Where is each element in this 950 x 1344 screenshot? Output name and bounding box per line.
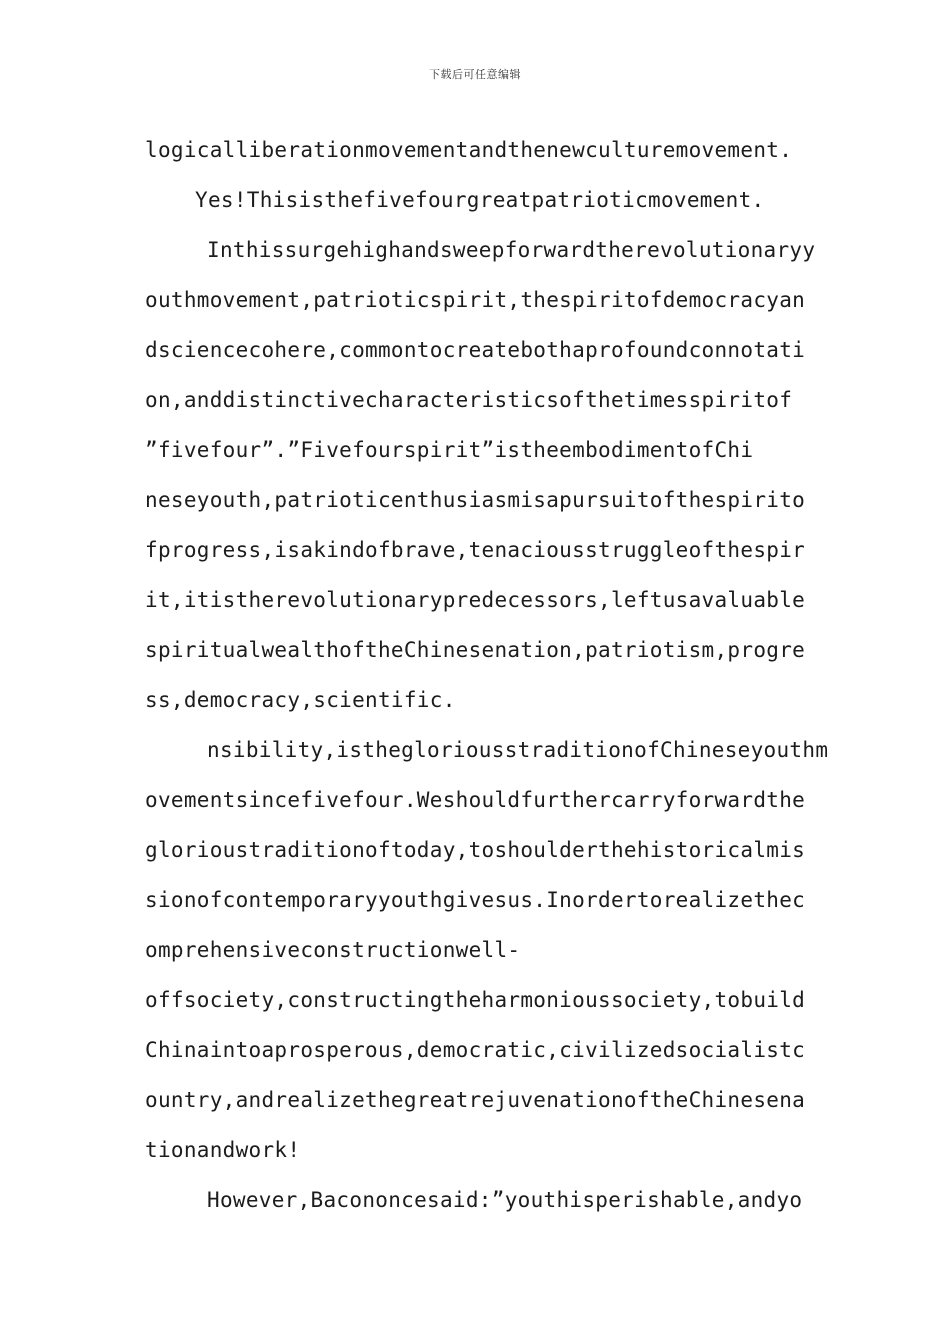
text-line: Chinaintoaprosperous,democratic,civilizedsocialistc — [145, 1038, 806, 1062]
text-line: However,Bacononcesaid:”youthisperishable,andyo — [207, 1188, 803, 1212]
text-line: neseyouth,patrioticenthusiasmisapursuitofthespirito — [145, 488, 806, 512]
text-line: ovementsincefivefour.Weshouldfurthercarryforwardthe — [145, 788, 806, 812]
text-line: fprogress,isakindofbrave,tenaciousstruggleofthespir — [145, 538, 806, 562]
text-line: ”fivefour”.”Fivefourspirit”istheembodimentofChi — [145, 438, 754, 462]
text-line: sionofcontemporaryyouthgivesus.Inordertorealizethec — [145, 888, 806, 912]
text-line: dsciencecohere,commontocreatebothaprofoundconnotati — [145, 338, 806, 362]
page-header: 下载后可任意编辑 — [429, 68, 521, 81]
text-line: omprehensiveconstructionwell- — [145, 938, 521, 962]
text-line: spiritualwealthoftheChinesenation,patriotism,progre — [145, 638, 806, 662]
text-line: offsociety,constructingtheharmonioussociety,tobuild — [145, 988, 806, 1012]
text-line: on,anddistinctivecharacteristicsofthetimesspiritof — [145, 388, 793, 412]
text-line: it,itistherevolutionarypredecessors,leftusavaluable — [145, 588, 806, 612]
text-line: Inthissurgehighandsweepforwardtherevolutionaryy — [207, 238, 816, 262]
text-line: logicalliberationmovementandthenewculturemovement. — [145, 138, 793, 162]
text-line: glorioustraditionoftoday,toshoulderthehistoricalmis — [145, 838, 806, 862]
text-line: ss,democracy,scientific. — [145, 688, 456, 712]
text-line: nsibility,isthegloriousstraditionofChineseyouthm — [207, 738, 829, 762]
text-line: tionandwork! — [145, 1138, 301, 1162]
text-line: Yes!Thisisthefivefourgreatpatrioticmovement. — [195, 188, 765, 212]
text-line: ountry,andrealizethegreatrejuvenationoftheChinesena — [145, 1088, 806, 1112]
text-line: outhmovement,patrioticspirit,thespiritofdemocracyan — [145, 288, 806, 312]
